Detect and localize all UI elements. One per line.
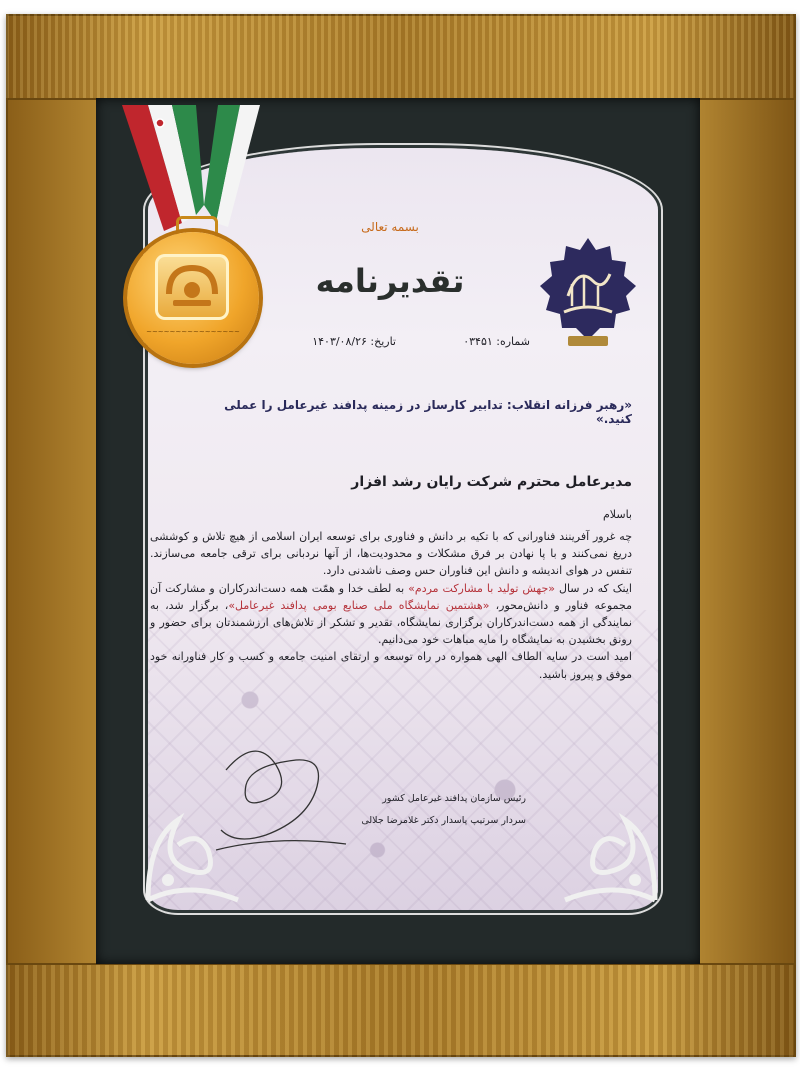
certificate-title: تقدیرنامه — [315, 262, 465, 300]
body-paragraph-3: امید است در سایه الطاف الهی همواره در راه توسعه و ارتقای امنیت جامعه و کسب و کار فناورانه خود موفق و پیروز باشید. — [150, 650, 632, 681]
slogan-highlight: «جهش تولید با مشارکت مردم» — [408, 581, 555, 595]
corner-ornament-left — [138, 800, 248, 910]
greeting: باسلام — [602, 508, 632, 521]
p2-after: ، برگزار شد، به نمایندگی از همه دست‌اندرکاران برگزاری نمایشگاه، تقدیر و تشکر از تلاش‌های ارزشمندتان برای حضور و رونق بخشیدن به نمایشگاه را مایه مباهات خود می‌دانیم. — [150, 598, 632, 647]
corner-ornament-right — [555, 800, 665, 910]
p2-mid: به لطف خدا و همّت همه دست‌اندرکاران و مشارکت آن مجموعه فناور و دانش‌محور، — [150, 581, 632, 612]
body-paragraph-2 — [150, 580, 632, 649]
gold-medal-icon — [127, 232, 259, 364]
event-highlight: «هشتمین نمایشگاه ملی صنایع بومی پدافند غیرعامل» — [228, 598, 490, 612]
medal-inscription: ~~~~~~~~~~~~~~~~ — [146, 328, 240, 336]
leader-quote: «رهبر فرزانه انقلاب: تدابیر کارساز در زمینه پدافند غیرعامل را عملی کنید.» — [224, 398, 632, 426]
passive-defense-emblem-icon — [538, 236, 638, 354]
basmala-heading: بسمه تعالی — [361, 220, 419, 234]
medal-logo-glyph-icon — [155, 254, 229, 320]
signer-title: رئیس سازمان پدافند غیرعامل کشور — [382, 793, 526, 804]
certificate-date: تاریخ: ۱۴۰۳/۰۸/۲۶ — [312, 335, 396, 348]
certificate-body — [150, 528, 632, 683]
certificate-number: شماره: ۰۳۴۵۱ — [463, 335, 530, 348]
recipient-line: مدیرعامل محترم شرکت رایان رشد افزار — [351, 474, 632, 490]
medal-logo — [155, 254, 229, 320]
signer-name: سردار سرتیپ پاسدار دکتر غلامرضا جلالی — [361, 815, 526, 826]
p2-before: اینک که در سال — [555, 581, 632, 595]
body-paragraph-1: چه غرور آفرینند فناورانی که با تکیه بر دانش و فناوری برای توسعه ایران اسلامی از هیچ تلاش و کوششی دریغ نمی‌کنند و با پا نهادن بر فرق مشکلات و محدودیت‌ها، از آنها نردبانی برای ترقی جامعه می‌سازند. تنفس در هوای اندیشه و دانش این فناوران حس وصف ناشدنی دارد. — [150, 530, 632, 578]
signer-block — [330, 788, 526, 832]
